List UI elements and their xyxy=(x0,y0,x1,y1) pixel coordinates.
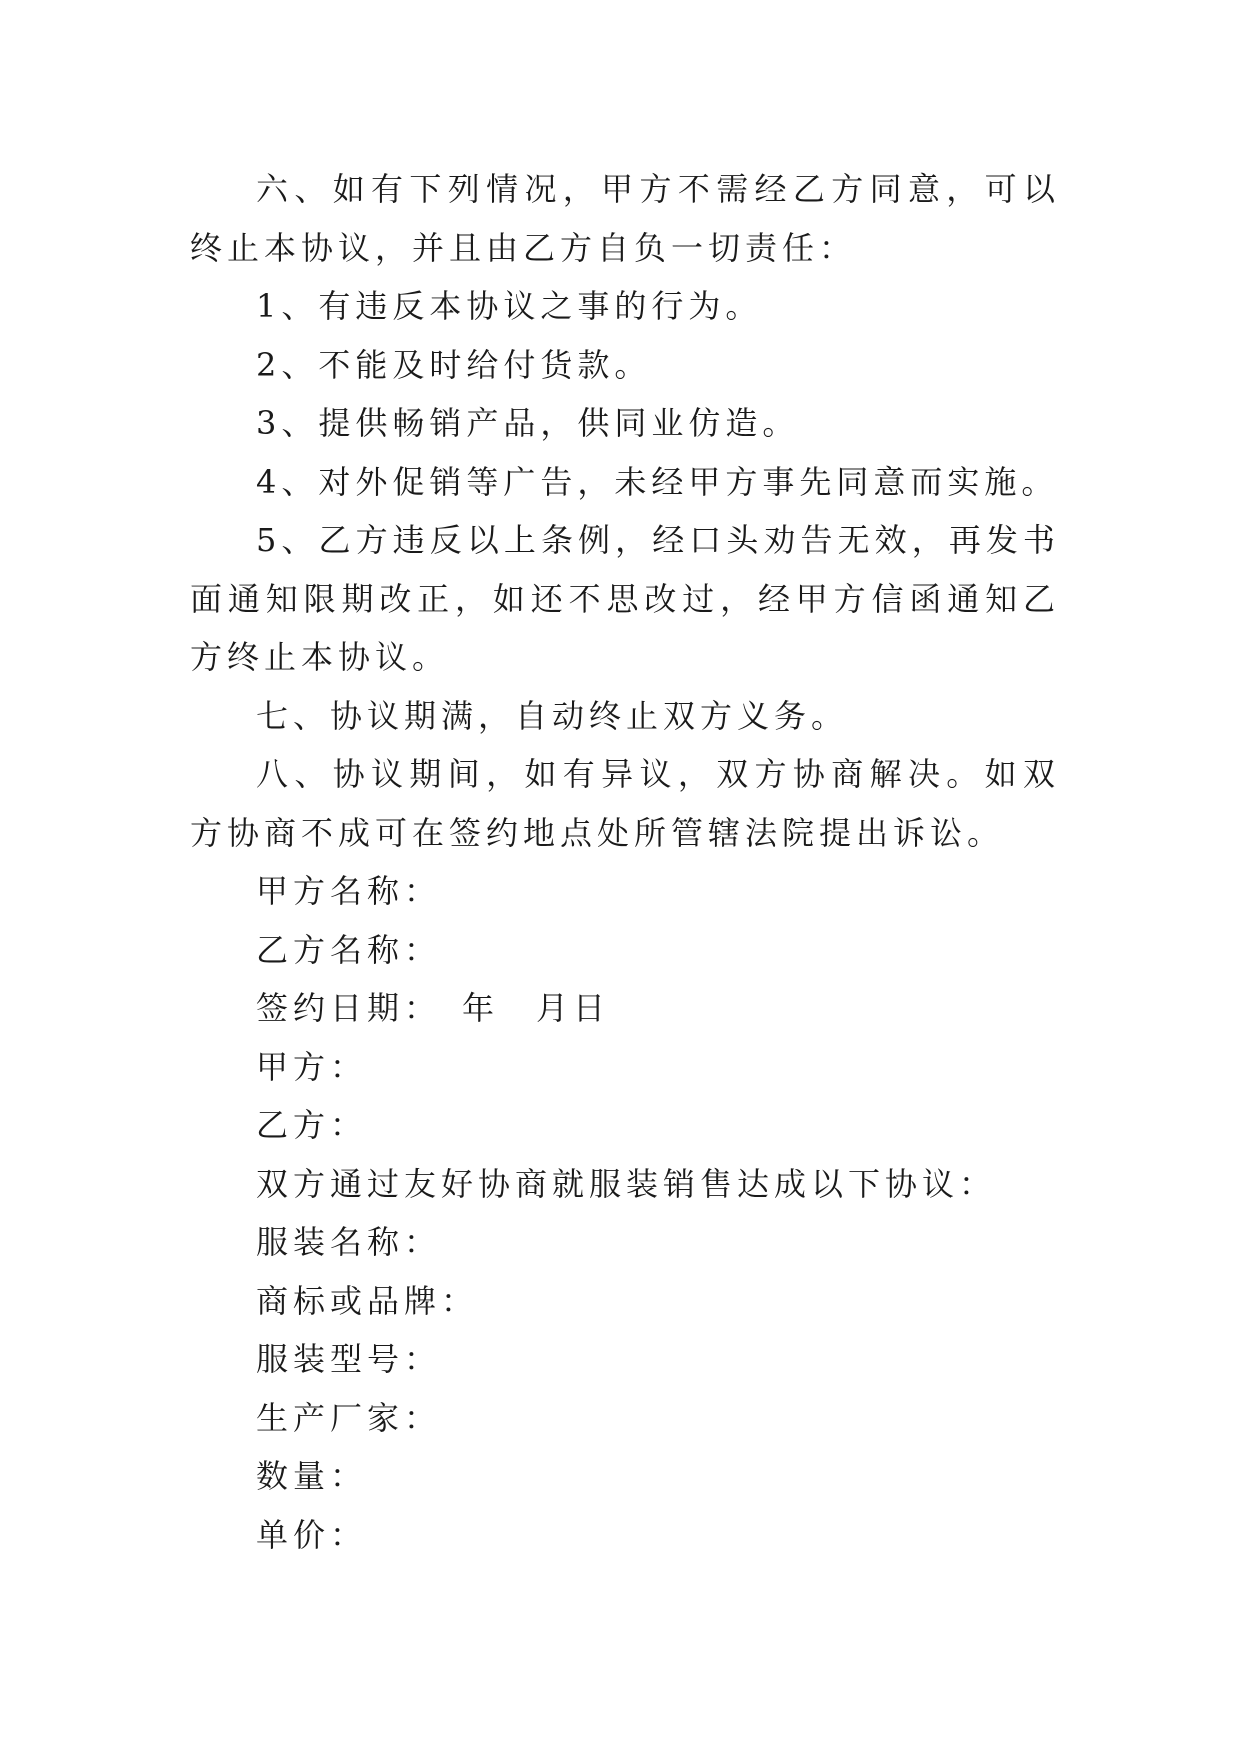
quantity-field: 数量： xyxy=(256,1457,368,1495)
clause-six-item-4: 4、对外促销等广告，未经甲方事先同意而实施。 xyxy=(256,462,1059,501)
clause-six-item-1: 1、有违反本协议之事的行为。 xyxy=(256,287,763,325)
party-a-name-field: 甲方名称： xyxy=(256,872,442,910)
party-a-signature-field: 甲方： xyxy=(256,1047,368,1086)
unit-price-field: 单价： xyxy=(256,1515,368,1554)
clause-six: 六、如有下列情况，甲方不需经乙方同意，可以终止本协议，并且由乙方自负一切责任： xyxy=(190,170,1060,267)
clause-six-item-3: 3、提供畅销产品，供同业仿造。 xyxy=(256,404,800,442)
garment-model-field: 服装型号： xyxy=(256,1340,442,1378)
signing-date-field: 签约日期： 年 月日 xyxy=(256,989,611,1027)
clause-seven: 七、协议期满，自动终止双方义务。 xyxy=(256,696,849,735)
manufacturer-field: 生产厂家： xyxy=(256,1398,442,1437)
document-page xyxy=(190,160,1060,1564)
party-b-name-field: 乙方名称： xyxy=(256,930,442,969)
party-b-signature-field: 乙方： xyxy=(256,1106,368,1144)
garment-name-field: 服装名称： xyxy=(256,1223,442,1261)
clause-eight: 八、协议期间，如有异议，双方协商解决。如双方协商不成可在签约地点处所管辖法院提出诉讼。 xyxy=(190,755,1060,852)
agreement-intro: 双方通过友好协商就服装销售达成以下协议： xyxy=(256,1164,997,1203)
clause-six-item-5: 5、乙方违反以上条例，经口头劝告无效，再发书面通知限期改正，如还不思改过，经甲方信函通知乙方终止本协议。 xyxy=(190,521,1060,676)
clause-six-item-2: 2、不能及时给付货款。 xyxy=(256,345,652,384)
brand-field: 商标或品牌： xyxy=(256,1281,479,1320)
